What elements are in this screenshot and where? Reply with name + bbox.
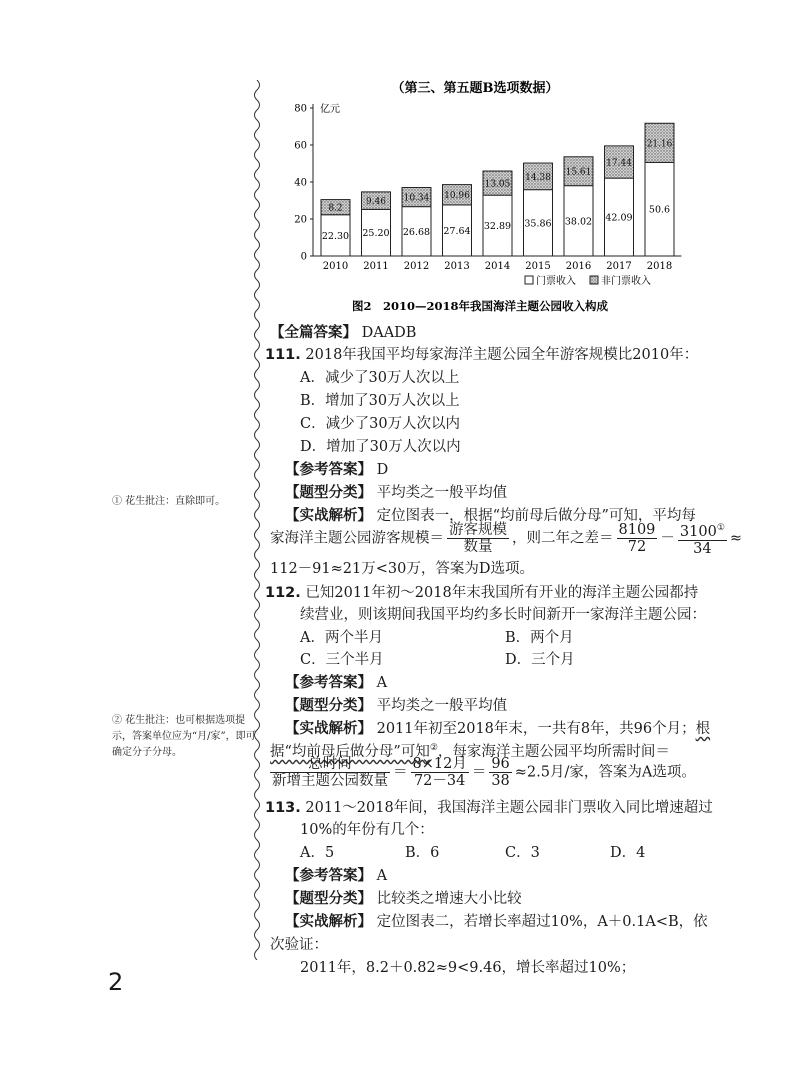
- q112-option-c: C．三个半月: [300, 652, 384, 668]
- q112-fraction-1: [270, 756, 390, 789]
- q112-eq2: ＝: [471, 764, 487, 781]
- data-label-nonticket-2013: 10.96: [444, 191, 470, 202]
- data-label-nonticket-2012: 10.34: [403, 193, 430, 204]
- q113-analysis-line2: 次验证：: [270, 937, 328, 953]
- frac-num-value: 3100: [679, 523, 717, 540]
- frac-denominator: 34: [678, 540, 727, 557]
- x-tick-label-2012: 2012: [403, 261, 430, 272]
- q113-stem-line2: 10%的年份有几个：: [300, 822, 434, 838]
- q112-answer-line: [285, 671, 387, 692]
- frac-denominator: 新增主题公园数量: [272, 773, 388, 789]
- x-tick-label-2013: 2013: [444, 261, 470, 272]
- q113-type-label: 【题型分类】: [285, 891, 372, 907]
- full-answer-line: [270, 321, 416, 342]
- q111-analysis-text1: 定位图表一，根据“均前母后做分母”可知，平均每: [376, 508, 696, 524]
- data-label-ticket-2015: 35.86: [524, 218, 552, 230]
- q111-type-value: 平均类之一般平均值: [376, 485, 508, 501]
- frac-denominator: 38: [491, 773, 510, 789]
- q113-analysis-line3: 2011年，8.2＋0.82≈9<9.46，增长率超过10%；: [300, 960, 636, 976]
- frac-numerator: 96: [491, 756, 510, 772]
- data-label-nonticket-2015: 14.38: [525, 172, 551, 183]
- full-answer-label: 【全篇答案】: [270, 325, 357, 341]
- q112-stem-line2: 续营业，则该期间我国平均约多长时间新开一家海洋主题公园：: [300, 607, 706, 623]
- q111-approx: ≈: [729, 530, 743, 547]
- q111-fraction-1: [447, 522, 509, 555]
- full-answer-value: DAADB: [361, 325, 417, 341]
- q112-eq1: ＝: [393, 764, 408, 781]
- q113-type-line: [285, 887, 522, 908]
- q111-number: 111.: [265, 347, 301, 363]
- q112-analysis-text2a: 据“均前母后做分母”可知: [270, 744, 430, 760]
- q113-number: 113.: [265, 800, 301, 816]
- data-label-nonticket-2011: 9.46: [365, 197, 387, 208]
- y-tick-label: 40: [294, 177, 307, 189]
- q113-option-c: C．3: [505, 845, 540, 861]
- q111-analysis-line3: 112－91≈21万<30万，答案为D选项。: [270, 561, 534, 577]
- data-label-nonticket-2016: 15.61: [565, 167, 592, 178]
- q112-analysis-text3: ≈2.5月/家，答案为A选项。: [514, 764, 696, 781]
- y-tick-label: 20: [294, 214, 307, 226]
- q111-analysis-label: 【实战解析】: [285, 508, 372, 524]
- margin-wavy-border: [250, 80, 264, 960]
- q112-fraction-3: [489, 756, 511, 789]
- q112-answer-label: 【参考答案】: [285, 675, 372, 691]
- q113-stem-line1: [265, 796, 713, 817]
- data-label-ticket-2010: 22.30: [321, 230, 350, 242]
- data-label-ticket-2016: 38.02: [564, 216, 593, 228]
- chart-caption: 图2 2010—2018年我国海洋主题公园收入构成: [351, 299, 609, 313]
- q113-stem-text1: 2011～2018年间，我国海洋主题公园非门票收入同比增速超过: [305, 800, 713, 816]
- y-tick-label: 60: [294, 140, 307, 152]
- y-tick-label: 80: [294, 103, 307, 115]
- chart-title: （第三、第五题B选项数据）: [391, 81, 559, 96]
- y-axis-unit-label: 亿元: [320, 104, 340, 115]
- data-label-ticket-2012: 26.68: [402, 226, 431, 238]
- x-tick-label-2014: 2014: [484, 261, 511, 272]
- x-tick-label-2016: 2016: [565, 261, 592, 272]
- legend-label-ticket: 门票收入: [536, 276, 576, 287]
- frac-numerator: 8×12月: [412, 756, 467, 772]
- q112-answer-value: A: [376, 675, 388, 691]
- q111-option-c: C．减少了30万人次以内: [300, 416, 461, 432]
- q113-analysis-label: 【实战解析】: [285, 914, 372, 930]
- q112-option-d: D．三个月: [505, 652, 575, 668]
- q112-analysis-label: 【实战解析】: [285, 721, 372, 737]
- q113-answer-line: [285, 864, 387, 885]
- sidenote-2: ② 花生批注：也可根据选项提示，答案单位应为“月/家”，即可确定分子分母。: [112, 715, 256, 758]
- q112-option-b: B．两个月: [505, 630, 574, 646]
- q111-stem-text: 2018年我国平均每家海洋主题公园全年游客规模比2010年：: [305, 347, 699, 363]
- q111-stem: [265, 343, 698, 364]
- x-tick-label-2017: 2017: [606, 261, 632, 272]
- q111-answer-label: 【参考答案】: [285, 462, 372, 478]
- q112-type-label: 【题型分类】: [285, 698, 372, 714]
- data-label-ticket-2014: 32.89: [483, 221, 512, 233]
- q112-option-a: A．两个半月: [300, 630, 383, 646]
- q111-option-a: A．减少了30万人次以上: [300, 370, 460, 386]
- q112-analysis-text2b: ，每家海洋主题公园平均所需时间＝: [437, 744, 670, 760]
- data-label-ticket-2013: 27.64: [443, 225, 471, 237]
- q113-answer-value: A: [376, 868, 388, 884]
- q111-answer-value: D: [376, 462, 389, 478]
- frac-denominator: 72－34: [411, 772, 469, 789]
- q111-type-line: [285, 481, 507, 502]
- data-label-nonticket-2014: 13.05: [484, 179, 511, 190]
- q112-analysis-text1b: 根: [695, 721, 711, 737]
- q112-analysis-line3: [270, 756, 696, 789]
- legend-label-nonticket: 非门票收入: [601, 276, 651, 287]
- frac-numerator: [678, 520, 727, 540]
- revenue-stacked-bar-chart: [270, 78, 690, 318]
- x-tick-label-2010: 2010: [322, 261, 349, 272]
- q112-stem-line1: [265, 581, 698, 602]
- frac-numerator: 游客规模: [449, 521, 507, 538]
- frac-numerator: 总时间: [308, 756, 352, 772]
- q112-number: 112.: [265, 585, 301, 601]
- frac-denominator: 数量: [447, 538, 509, 555]
- q111-answer-line: [285, 458, 388, 479]
- q111-option-b: B．增加了30万人次以上: [300, 393, 460, 409]
- q113-option-d: D．4: [610, 845, 646, 861]
- q113-type-value: 比较类之增速大小比较: [376, 891, 522, 907]
- x-tick-label-2018: 2018: [646, 261, 673, 272]
- q113-option-b: B．6: [405, 845, 440, 861]
- legend-swatch-nonticket: [590, 276, 598, 284]
- legend-swatch-ticket: [525, 276, 533, 284]
- data-label-nonticket-2017: 17.44: [606, 158, 632, 169]
- sidenote-1: ① 花生批注：直除即可。: [112, 496, 226, 507]
- q111-analysis-line2: [270, 520, 742, 557]
- data-label-ticket-2011: 25.20: [362, 228, 390, 240]
- footnote-mark-1: ①: [716, 523, 725, 533]
- q113-option-a: A．5: [300, 845, 335, 861]
- q112-analysis-text1a: 2011年初至2018年末，一共有8年，共96个月；: [376, 721, 696, 737]
- q111-analysis-text3: ，则二年之差＝: [512, 530, 614, 547]
- data-label-nonticket-2018: 21.16: [646, 139, 673, 150]
- x-tick-label-2015: 2015: [525, 261, 551, 272]
- x-tick-label-2011: 2011: [363, 261, 389, 272]
- q112-type-value: 平均类之一般平均值: [376, 698, 508, 714]
- data-label-ticket-2017: 42.09: [605, 212, 633, 224]
- q111-option-d: D．增加了30万人次以内: [300, 439, 461, 455]
- q113-answer-label: 【参考答案】: [285, 868, 372, 884]
- frac-denominator: 72: [617, 538, 658, 555]
- y-tick-label: 0: [300, 251, 307, 263]
- q113-analysis-text1: 定位图表二，若增长率超过10%，A＋0.1A<B，依: [376, 914, 708, 930]
- q111-type-label: 【题型分类】: [285, 485, 372, 501]
- q113-analysis-line1: [285, 910, 708, 931]
- q112-stem-text1: 已知2011年初～2018年末我国所有开业的海洋主题公园都持: [305, 585, 699, 601]
- q111-minus: －: [660, 530, 675, 547]
- q112-fraction-2: [411, 756, 469, 789]
- q111-fraction-3: [678, 520, 727, 557]
- q111-fraction-2: [617, 522, 658, 555]
- data-label-ticket-2018: 50.6: [648, 204, 671, 216]
- q112-type-line: [285, 694, 507, 715]
- q111-analysis-text2: 家海洋主题公园游客规模＝: [270, 530, 444, 547]
- data-label-nonticket-2010: 8.2: [328, 203, 343, 214]
- q112-analysis-line1: [285, 717, 710, 738]
- footnote-mark-2: ②: [429, 743, 438, 754]
- page-number: 2: [108, 968, 124, 996]
- frac-numerator: 8109: [618, 521, 656, 538]
